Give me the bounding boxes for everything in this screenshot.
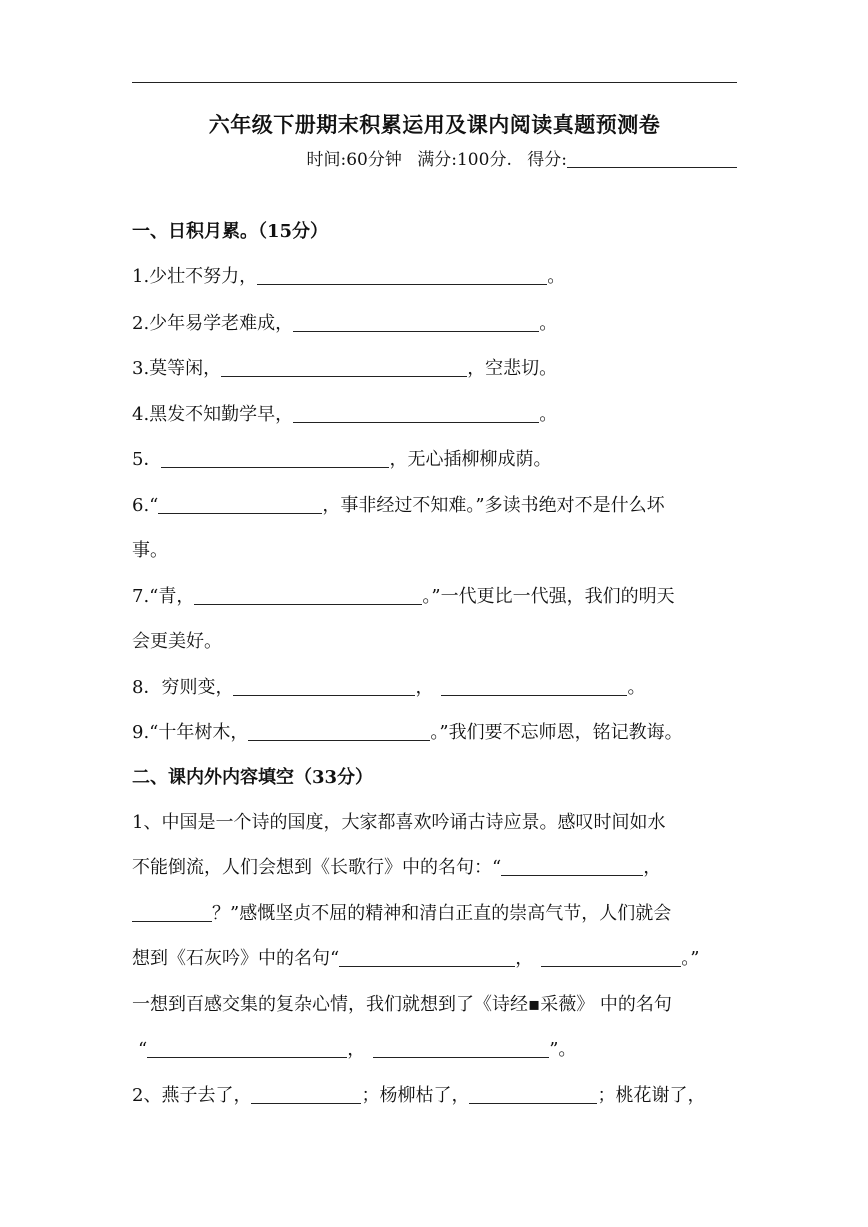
q2-blank[interactable] <box>293 313 539 332</box>
q5-end: ，无心插柳柳成荫。 <box>389 449 552 470</box>
s2-blank-3[interactable] <box>339 948 515 967</box>
q5-blank[interactable] <box>161 449 389 468</box>
q8-blank-1[interactable] <box>233 677 415 696</box>
q7-blank[interactable] <box>194 586 422 605</box>
question-7-cont: 会更美好。 <box>132 631 222 652</box>
q1-blank[interactable] <box>257 266 547 285</box>
s2-p1-line6-end: ”。 <box>549 1039 577 1060</box>
q3-blank[interactable] <box>221 358 467 377</box>
question-7 <box>132 582 675 608</box>
q8-blank-2[interactable] <box>441 677 627 696</box>
s2-p1-line2-comma: ， <box>643 857 662 878</box>
q5-text: 5． <box>132 449 162 470</box>
s2-p1-line5: 一想到百感交集的复杂心情，我们就想到了《诗经▪采薇》 中的名句 <box>132 994 672 1015</box>
s2-p2-text-b: ；杨柳枯了， <box>361 1085 470 1106</box>
question-6 <box>132 491 665 517</box>
question-9 <box>132 718 683 744</box>
s2-p2-line1 <box>132 1081 738 1107</box>
section2-heading: 二、课内外内容填空（33分） <box>132 767 374 788</box>
question-5 <box>132 445 551 471</box>
s2-p1-line3 <box>132 899 738 925</box>
s2-p1-line2 <box>132 853 738 879</box>
s2-blank-1[interactable] <box>501 857 643 876</box>
page-title: 六年级下册期末积累运用及课内阅读真题预测卷 <box>208 112 661 137</box>
q4-text: 4.黑发不知勤学早， <box>132 404 294 425</box>
q2-text: 2.少年易学老难成， <box>132 313 294 334</box>
s2-blank-6[interactable] <box>373 1039 549 1058</box>
s2-p1-line6 <box>138 1035 744 1061</box>
exam-meta <box>297 145 738 170</box>
top-rule <box>132 82 737 83</box>
question-2 <box>132 309 557 335</box>
s2-p2-blank-2[interactable] <box>469 1085 597 1104</box>
s2-p2-text-a: 2、燕子去了， <box>132 1085 252 1106</box>
q1-end: 。 <box>547 266 566 287</box>
s2-p1-line1: 1、中国是一个诗的国度，大家都喜欢吟诵古诗应景。感叹时间如水 <box>132 812 666 833</box>
question-3 <box>132 354 557 380</box>
s2-p1-line6-open: “ <box>138 1039 148 1060</box>
s2-p1-line4-end: 。” <box>681 948 700 969</box>
q2-end: 。 <box>539 313 558 334</box>
s2-blank-4[interactable] <box>541 948 681 967</box>
q9-end: 。”我们要不忘师恩，铭记教诲。 <box>430 722 683 743</box>
q9-text: 9.“十年树木， <box>132 722 249 743</box>
q3-end: ，空悲切。 <box>467 358 558 379</box>
s2-blank-5[interactable] <box>147 1039 347 1058</box>
q8-text: 8．穷则变， <box>132 677 234 698</box>
q7-end: 。”一代更比一代强，我们的明天 <box>422 586 675 607</box>
q7-text: 7.“青， <box>132 586 195 607</box>
q1-text: 1.少壮不努力， <box>132 266 258 287</box>
s2-p2-text-c: ；桃花谢了， <box>597 1085 706 1106</box>
score-label: 得分: <box>527 150 567 170</box>
question-6-cont: 事。 <box>132 540 168 561</box>
time-label: 时间:60分钟 <box>306 150 402 170</box>
q3-text: 3.莫等闲， <box>132 358 222 379</box>
question-4 <box>132 400 557 426</box>
q9-blank[interactable] <box>248 722 430 741</box>
q6-text: 6.“ <box>132 495 159 516</box>
full-score-label: 满分:100分. <box>417 150 512 170</box>
score-blank[interactable] <box>567 150 737 168</box>
s2-p2-blank-1[interactable] <box>251 1085 361 1104</box>
question-1 <box>132 262 565 288</box>
section1-heading: 一、日积月累。（15分） <box>132 221 329 242</box>
q8-end: 。 <box>627 677 646 698</box>
q6-end: ，事非经过不知难。”多读书绝对不是什么坏 <box>322 495 665 516</box>
s2-p1-line4-text: 想到《石灰吟》中的名句“ <box>132 948 340 969</box>
q4-blank[interactable] <box>293 404 539 423</box>
s2-blank-2[interactable] <box>132 903 212 922</box>
s2-p1-line3-text: ？”感慨坚贞不屈的精神和清白正直的崇高气节，人们就会 <box>212 903 672 924</box>
question-8 <box>132 673 645 699</box>
s2-p1-line6-comma: ， <box>347 1039 366 1060</box>
q4-end: 。 <box>539 404 558 425</box>
s2-p1-line4 <box>132 944 738 970</box>
s2-p1-line2-text: 不能倒流，人们会想到《长歌行》中的名句：“ <box>132 857 502 878</box>
q6-blank[interactable] <box>158 495 322 514</box>
s2-p1-line4-comma: ， <box>515 948 534 969</box>
q8-sep: ， <box>415 677 434 698</box>
